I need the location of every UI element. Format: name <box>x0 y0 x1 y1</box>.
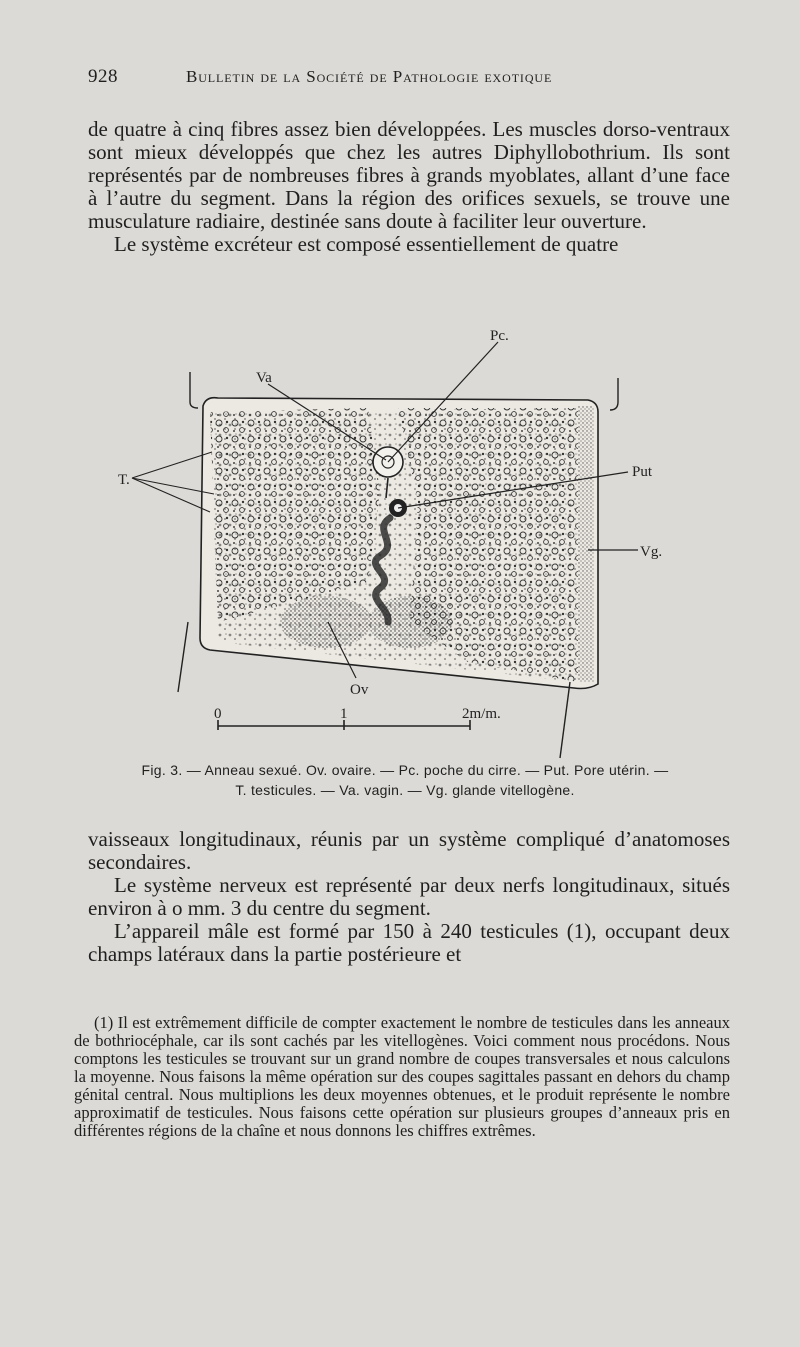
paragraph-excretory: Le système excréteur est composé essentiellement de quatre <box>114 232 619 256</box>
figure-3 <box>118 322 678 762</box>
scale-label-2: 2m/m. <box>462 706 501 722</box>
paragraph-male-apparatus: L’appareil mâle est formé par 150 à 240 testicules (1), occupant deux champs latéraux dans la partie postérieure et <box>88 919 730 966</box>
paragraph-nervous-system: Le système nerveux est représenté par deux nerfs longitudinaux, situés environ à o mm. 3 du centre du segment. <box>88 873 730 920</box>
scale-label-1: 1 <box>340 706 348 722</box>
caption-line-1: Fig. 3. — Anneau sexué. Ov. ovaire. — Pc. poche du cirre. — Put. Pore utérin. — <box>141 762 669 778</box>
label-va: Va <box>256 370 272 386</box>
segment-diagram <box>118 322 678 762</box>
figure-caption <box>80 760 730 800</box>
page-number: 928 <box>88 66 118 87</box>
body-text-top <box>88 118 730 256</box>
body-text-bottom <box>88 828 730 966</box>
footnote-text: (1) Il est extrêmement difficile de compter exactement le nombre de testicules dans les anneaux de bothriocéphale, car ils sont cachés par les vitellogènes. Voici comment nous procédons. Nous comptons les testicules se trouvant sur un grand nombre de coupes transversales et nous calculons la moyenne. Nous faisons la même opération sur des coupes sagittales passant en dehors du champ génital central. Nous multiplions les deux moyennes obtenues, et le produit représente le nombre approximatif de testicules. Nous faisons cette opération sur plusieurs groupes d’anneaux pris en différentes régions de la chaîne et nous donnons les chiffres extrêmes. <box>74 1013 730 1140</box>
scale-bar <box>214 706 501 730</box>
label-ov: Ov <box>350 682 369 698</box>
ovary-left-lobe <box>280 596 372 648</box>
label-put: Put <box>632 464 653 480</box>
scale-label-0: 0 <box>214 706 222 722</box>
paragraph-anastomoses: vaisseaux longitudinaux, réunis par un système compliqué d’anatomoses secondaires. <box>88 827 730 874</box>
label-vg: Vg. <box>640 544 663 560</box>
running-title: Bulletin de la Société de Pathologie exotique <box>186 67 553 86</box>
footnote <box>74 1014 730 1140</box>
label-t: T. <box>118 472 130 488</box>
paragraph-muscles: de quatre à cinq fibres assez bien développées. Les muscles dorso-ventraux sont mieux développés que chez les autres Diphyllobothrium. Ils sont représentés par de nombreuses fibres à grands myoblates, allant d’une face à l’autre du segment. Dans la région des orifices sexuels, se trouve une musculature radiaire, destinée sans doute à faciliter leur ouverture. <box>88 117 730 233</box>
page-header <box>88 66 728 94</box>
label-pc: Pc. <box>490 328 509 344</box>
caption-line-2: T. testicules. — Va. vagin. — Vg. glande vitellogène. <box>235 782 575 798</box>
